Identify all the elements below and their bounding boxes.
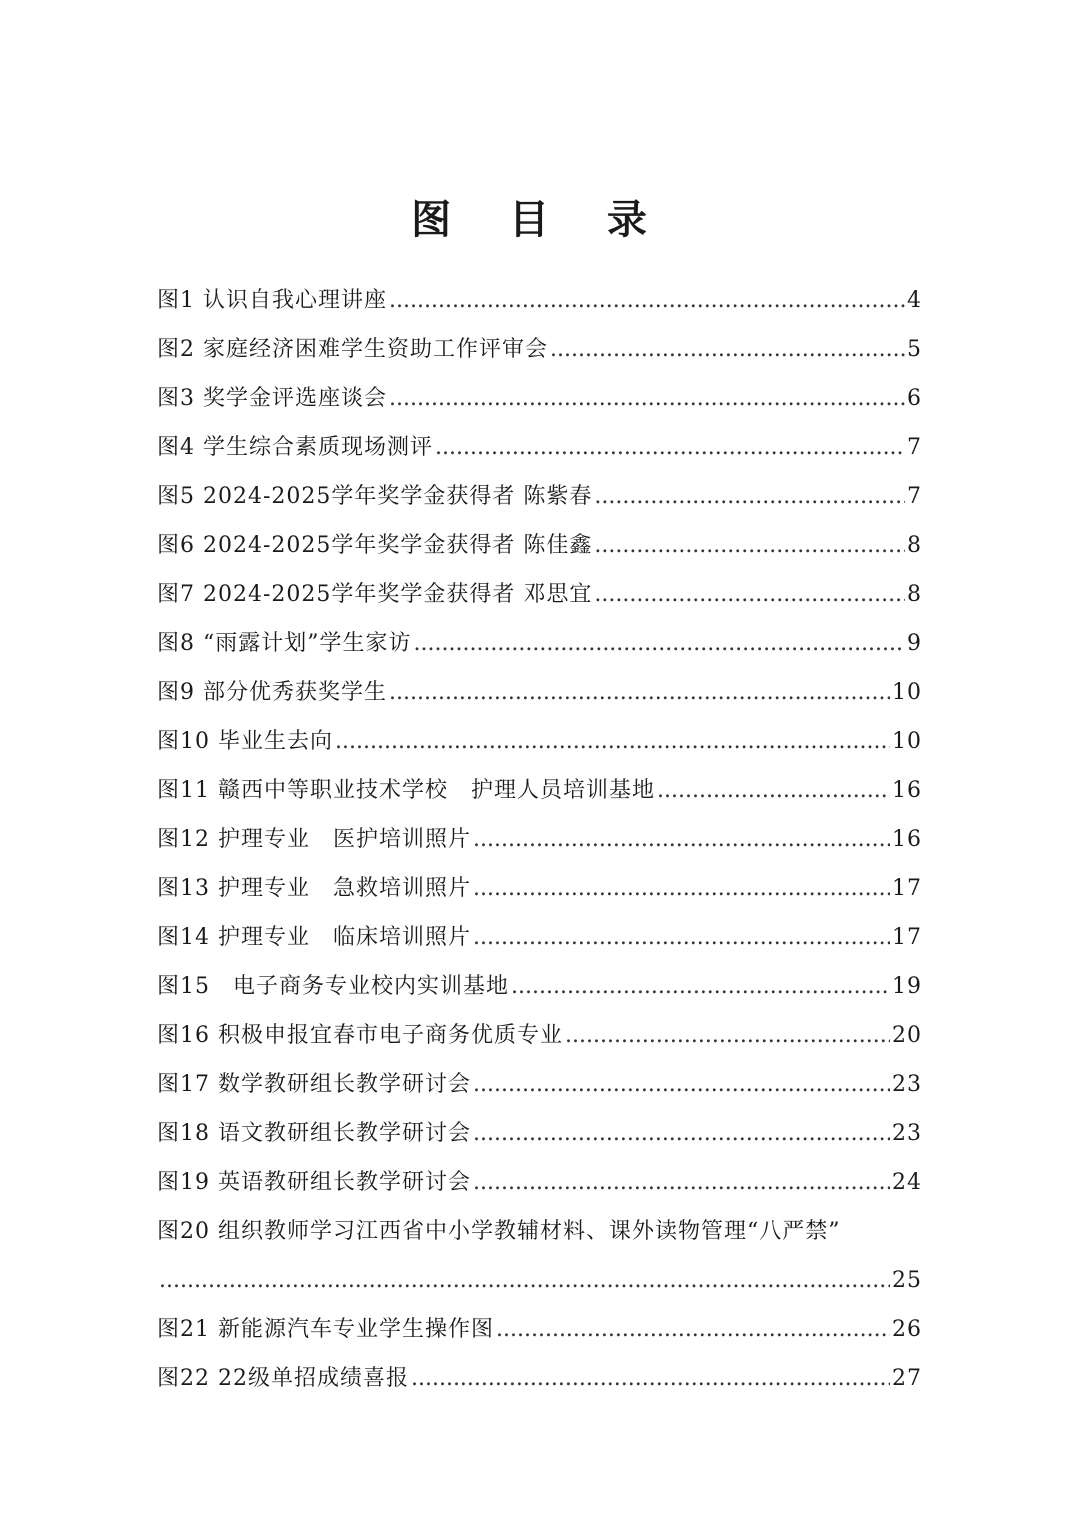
- entry-page: 4: [907, 288, 922, 313]
- entry-page: 24: [892, 1170, 922, 1195]
- entry-label: 图10 毕业生去向: [157, 729, 333, 754]
- dot-leader: [511, 962, 890, 1011]
- dot-leader: [550, 325, 905, 374]
- dot-leader: [389, 374, 905, 423]
- toc-entry[interactable]: [157, 374, 922, 423]
- entry-label: 图17 数学教研组长教学研讨会: [157, 1072, 471, 1097]
- toc-entry[interactable]: [157, 962, 922, 1011]
- entry-page: 5: [907, 337, 922, 362]
- entry-label: 图13 护理专业 急救培训照片: [157, 876, 471, 901]
- dot-leader: [496, 1305, 890, 1354]
- dot-leader: [657, 766, 890, 815]
- entry-label: 图4 学生综合素质现场测评: [157, 435, 433, 460]
- toc-entry[interactable]: [157, 1305, 922, 1354]
- entry-page: 6: [907, 386, 922, 411]
- entry-page: 7: [907, 435, 922, 460]
- dot-leader: [473, 1158, 890, 1207]
- toc-entry[interactable]: [157, 1158, 922, 1207]
- toc-entry[interactable]: [157, 276, 922, 325]
- entry-page: 25: [892, 1268, 922, 1293]
- entry-label: 图12 护理专业 医护培训照片: [157, 827, 471, 852]
- entry-label: 图7 2024-2025学年奖学金获得者 邓思宜: [157, 582, 593, 607]
- entry-page: 16: [892, 827, 922, 852]
- dot-leader: [414, 619, 906, 668]
- dot-leader: [565, 1011, 890, 1060]
- entry-page: 17: [892, 876, 922, 901]
- toc-entry[interactable]: [157, 766, 922, 815]
- entry-label: 图9 部分优秀获奖学生: [157, 680, 387, 705]
- dot-leader: [389, 276, 905, 325]
- entry-label: 图15 电子商务专业校内实训基地: [157, 974, 509, 999]
- dot-leader: [159, 1256, 890, 1305]
- toc-entry[interactable]: [157, 668, 922, 717]
- entry-page: 17: [892, 925, 922, 950]
- dot-leader: [411, 1354, 890, 1403]
- entry-page: 26: [892, 1317, 922, 1342]
- dot-leader: [594, 521, 905, 570]
- entry-page: 23: [892, 1121, 922, 1146]
- entry-label: 图19 英语教研组长教学研讨会: [157, 1170, 471, 1195]
- toc-entry[interactable]: [157, 1011, 922, 1060]
- entry-page: 23: [892, 1072, 922, 1097]
- toc-entry[interactable]: [157, 472, 922, 521]
- dot-leader: [389, 668, 890, 717]
- entry-page: 8: [907, 582, 922, 607]
- toc-entry[interactable]: [157, 325, 922, 374]
- entry-label: 图18 语文教研组长教学研讨会: [157, 1121, 471, 1146]
- toc-entry[interactable]: [157, 521, 922, 570]
- entry-page: 7: [907, 484, 922, 509]
- entry-page: 27: [892, 1366, 922, 1391]
- toc-entry[interactable]: [157, 913, 922, 962]
- entry-page: 16: [892, 778, 922, 803]
- entry-label: 图8 “雨露计划”学生家访: [157, 631, 412, 656]
- page-title: 图 目 录: [411, 197, 669, 243]
- entry-page: 9: [907, 631, 922, 656]
- entry-label: 图11 赣西中等职业技术学校 护理人员培训基地: [157, 778, 655, 803]
- entry-label: 图20 组织教师学习江西省中小学教辅材料、课外读物管理“八严禁”: [157, 1219, 841, 1244]
- entry-page: 19: [892, 974, 922, 999]
- dot-leader: [473, 864, 890, 913]
- toc-entry-wrapped[interactable]: [157, 1207, 922, 1305]
- toc-entry[interactable]: [157, 717, 922, 766]
- toc-entry[interactable]: [157, 815, 922, 864]
- dot-leader: [435, 423, 905, 472]
- dot-leader: [594, 570, 905, 619]
- entry-label: 图1 认识自我心理讲座: [157, 288, 387, 313]
- dot-leader: [473, 913, 890, 962]
- toc-entry[interactable]: [157, 864, 922, 913]
- entry-label: 图3 奖学金评选座谈会: [157, 386, 387, 411]
- dot-leader: [473, 1060, 890, 1109]
- dot-leader: [473, 1109, 890, 1158]
- entry-label: 图21 新能源汽车专业学生操作图: [157, 1317, 494, 1342]
- entry-label: 图22 22级单招成绩喜报: [157, 1366, 409, 1391]
- entry-page: 10: [892, 680, 922, 705]
- toc-entry[interactable]: [157, 570, 922, 619]
- toc-entry[interactable]: [157, 1060, 922, 1109]
- toc-entry[interactable]: [157, 1354, 922, 1403]
- toc-entry[interactable]: [157, 1109, 922, 1158]
- entry-label: 图5 2024-2025学年奖学金获得者 陈紫春: [157, 484, 593, 509]
- dot-leader: [335, 717, 890, 766]
- entry-page: 8: [907, 533, 922, 558]
- dot-leader: [473, 815, 890, 864]
- entry-page: 20: [892, 1023, 922, 1048]
- entry-label: 图2 家庭经济困难学生资助工作评审会: [157, 337, 548, 362]
- toc-entry[interactable]: [157, 423, 922, 472]
- dot-leader: [594, 472, 905, 521]
- entry-label: 图14 护理专业 临床培训照片: [157, 925, 471, 950]
- entry-label: 图16 积极申报宜春市电子商务优质专业: [157, 1023, 563, 1048]
- entry-continuation: [157, 1256, 922, 1305]
- toc-entry[interactable]: [157, 619, 922, 668]
- figure-list: [157, 276, 922, 1403]
- entry-page: 10: [892, 729, 922, 754]
- entry-label: 图6 2024-2025学年奖学金获得者 陈佳鑫: [157, 533, 593, 558]
